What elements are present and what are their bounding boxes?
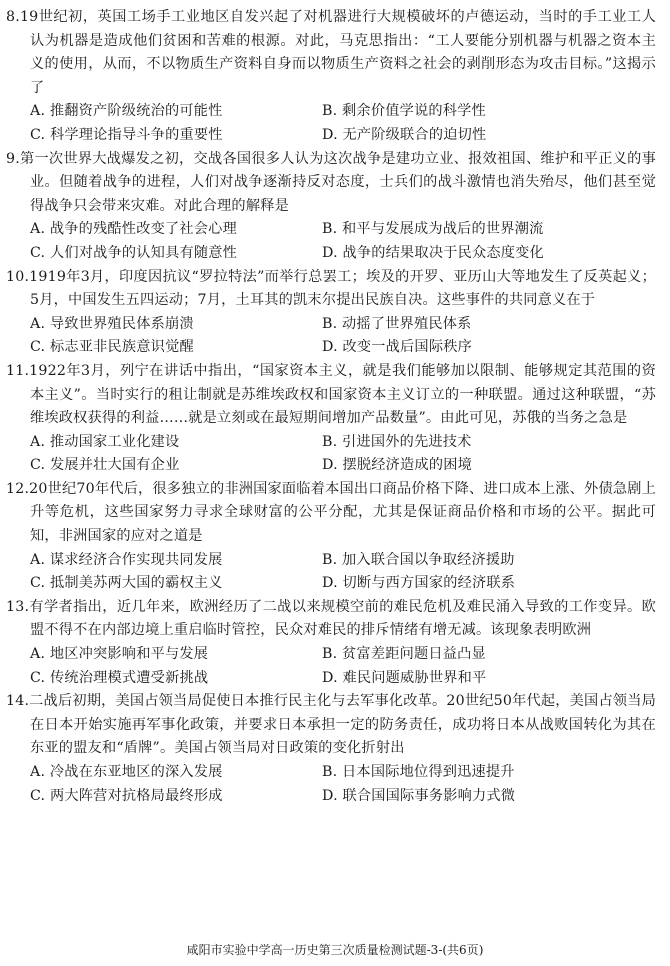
question-number: 13. <box>6 598 30 615</box>
question-stem <box>6 478 656 549</box>
question-10 <box>6 266 656 360</box>
option-a: A. 地区冲突影响和平与发展 <box>30 646 209 663</box>
option-a: A. 谋求经济合作实现共同发展 <box>30 551 223 568</box>
options-grid <box>6 431 656 478</box>
question-text: 二战后初期，美国占领当局促使日本推行民主化与去军事化改革。20世纪50年代起，美国占领当局在日本开始实施再军事化政策，并要求日本承担一定的防务责任，成功将日本从战败国转化为其在东亚的盟友和“盾牌”。美国占领当局对日政策的变化折射出 <box>29 693 656 757</box>
question-number: 11. <box>6 362 30 379</box>
option-c: C. 科学理论指导斗争的重要性 <box>30 126 223 143</box>
question-13 <box>6 596 656 690</box>
option-a: A. 推翻资产阶级统治的可能性 <box>30 103 223 120</box>
options-grid <box>6 218 656 265</box>
question-stem <box>6 6 656 100</box>
page-footer: 咸阳市实验中学高一历史第三次质量检测试题-3-(共6页) <box>186 943 484 957</box>
option-b: B. 和平与发展成为战后的世界潮流 <box>322 221 544 238</box>
option-d: D. 战争的结果取决于民众态度变化 <box>322 244 544 261</box>
option-a: A. 推动国家工业化建设 <box>30 433 180 450</box>
option-b: B. 日本国际地位得到迅速提升 <box>322 764 515 780</box>
option-d: D. 联合国国际事务影响力式微 <box>322 787 516 804</box>
option-a: A. 导致世界殖民体系崩溃 <box>30 315 194 332</box>
question-stem <box>6 266 656 313</box>
question-text: 19世纪初，英国工场手工业地区自发兴起了对机器进行大规模破坏的卢德运动，当时的手工业工人认为机器是造成他们贫困和苦难的根源。对此，马克思指出：“工人要能分别机器与机器之资本主义的使用，从而，不以物质生产资料自身而以物质生产资料之社会的剥削形态为攻击目标。”这揭示了 <box>19 9 656 96</box>
option-c: C. 抵制美苏两大国的霸权主义 <box>30 575 223 592</box>
option-a: A. 战争的残酷性改变了社会心理 <box>30 221 237 238</box>
question-text: 第一次世界大战爆发之初，交战各国很多人认为这次战争是建功立业、报效祖国、维护和平正义的事业。但随着战争的进程，人们对战争逐渐持反对态度，士兵们的战斗激情也消失殆尽，他们甚至觉得战争只会带来灾难。对此合理的解释是 <box>19 150 656 214</box>
option-d: D. 难民问题威胁世界和平 <box>322 669 487 686</box>
option-c: C. 人们对战争的认知具有随意性 <box>30 244 238 261</box>
question-stem <box>6 148 656 219</box>
option-b: B. 引进国外的先进技术 <box>322 433 472 450</box>
question-12 <box>6 478 656 596</box>
option-c: C. 发展并壮大国有企业 <box>30 457 180 474</box>
question-text: 有学者指出，近几年来，欧洲经历了二战以来规模空前的难民危机及难民涌入导致的工作变异。欧盟不得不在内部边境上重启临时管控，民众对难民的排斥情绪有增无减。该现象表明欧洲 <box>29 598 656 639</box>
option-b: B. 贫富差距问题日益凸显 <box>322 646 486 663</box>
option-c: C. 传统治理模式遭受新挑战 <box>30 669 209 686</box>
question-14 <box>6 690 656 808</box>
option-d: D. 切断与西方国家的经济联系 <box>322 575 516 592</box>
question-stem <box>6 596 656 643</box>
options-grid <box>6 761 656 808</box>
option-b: B. 剩余价值学说的科学性 <box>322 103 486 120</box>
option-d: D. 改变一战后国际秩序 <box>322 339 472 356</box>
question-stem <box>6 690 656 761</box>
options-grid <box>6 100 656 147</box>
question-number: 14. <box>6 693 30 710</box>
question-number: 12. <box>6 480 30 497</box>
question-number: 10. <box>6 268 30 285</box>
option-d: D. 无产阶级联合的迫切性 <box>322 126 487 143</box>
question-9 <box>6 148 656 266</box>
question-stem <box>6 360 656 431</box>
option-c: C. 标志亚非民族意识觉醒 <box>30 339 194 356</box>
options-grid <box>6 643 656 690</box>
option-b: B. 加入联合国以争取经济援助 <box>322 551 515 568</box>
question-8 <box>6 6 656 148</box>
question-text: 1919年3月，印度因抗议“罗拉特法”而举行总罢工；埃及的开罗、亚历山大等地发生了反英起义；5月，中国发生五四运动；7月，土耳其的凯末尔提出民族自决。这些事件的共同意义在于 <box>29 268 656 309</box>
question-number: 8. <box>6 9 20 25</box>
question-text: 1922年3月，列宁在讲话中指出，“国家资本主义，就是我们能够加以限制、能够规定其范围的资本主义”。当时实行的租让制就是苏维埃政权和国家资本主义订立的一种联盟。通过这种联盟，“苏维埃政权获得的利益……就是立刻或在最短期间增加产品数量”。由此可见，苏俄的当务之急是 <box>29 362 656 427</box>
question-text: 20世纪70年代后，很多独立的非洲国家面临着本国出口商品价格下降、进口成本上涨、外债急剧上升等危机，这些国家努力寻求全球财富的公平分配，尤其是保证商品价格和市场的公平。据此可知，非洲国家的应对之道是 <box>29 480 656 545</box>
options-grid <box>6 549 656 596</box>
option-a: A. 冷战在东亚地区的深入发展 <box>30 764 223 780</box>
question-number: 9. <box>6 150 20 167</box>
option-c: C. 两大阵营对抗格局最终形成 <box>30 787 223 804</box>
options-grid <box>6 313 656 360</box>
question-11 <box>6 360 656 478</box>
option-b: B. 动摇了世界殖民体系 <box>322 315 472 332</box>
option-d: D. 摆脱经济造成的困境 <box>322 457 472 474</box>
